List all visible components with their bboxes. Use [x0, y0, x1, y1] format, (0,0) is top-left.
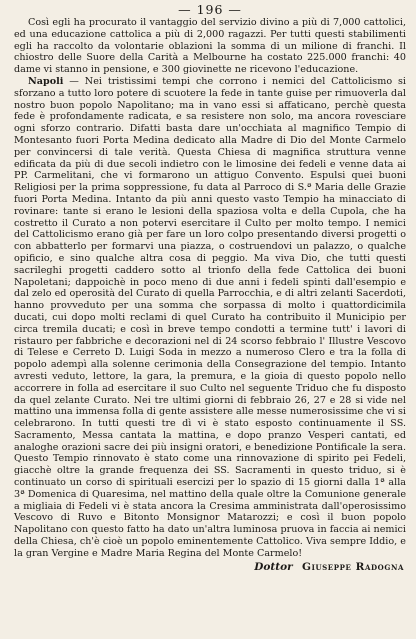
author-signature: [14, 561, 406, 574]
author-name: Giuseppe Radogna: [302, 560, 404, 573]
page-number: — 196 —: [178, 2, 242, 17]
section-city-heading: Napoli: [28, 75, 64, 87]
intro-paragraph: [14, 17, 406, 76]
naples-paragraph: [14, 76, 406, 560]
author-title: Dottor: [254, 560, 293, 573]
naples-paragraph-text: — Nei tristissimi tempi che corrono i nemici del Cattolicismo si sforzano a tutto loro potere di scuotere la fede in tante guise per rimuoverla dal nostro buon popolo Napolitano; ma in vano essi si affaticano, perchè questa fede è profondamente radicata, e sa resistere non solo, ma ancora rovesciare ogni sforzo contrario. Difatti basta dare un'occhiata al magnifico Tempio di Montesanto fuori Porta Medina dedicato alla Madre di Dio del Monte Carmelo per convincersi di tale verità. Questa Chiesa di magnifica struttura venne edificata da più di due secoli indietro con le limosine dei fedeli e venne data ai PP. Carmelitani, che vi formarono un attiguo Convento. Espulsi quei buoni Religiosi per la prima soppressione, fu data al Parroco di S.ª Maria delle Grazie fuori Porta Medina. Intanto da più anni questo vasto Tempio ha minacciato di rovinare: tante si erano le lesioni della spaziosa volta e della Cupola, che ha costretto il Curato a non potervi esercitare il Culto per molto tempo. I nemici del Cattolicismo erano già per fare un loro colpo presentando diversi progetti o con abbatterlo per formarvi una piazza, o costruendovi un palazzo, o qualche opificio, e sino qualche altra cosa di peggio. Ma viva Dio, che tutti questi sacrileghi progetti caddero sotto al trionfo della fede Cattolica dei buoni Napoletani; dappoichè in poco meno di due anni i fedeli spinti dall'esempio e dal zelo ed operosità del Curato di quella Parrocchia, e di altri zelanti Sacerdoti, hanno provveduto per una somma che sorpassa di molto i quattordicimila ducati, cui dopo molti reclami di quel Curato ha contribuito il Municipio per circa tremila ducati; e così in breve tempo condotti a termine tutt' i lavori di ristauro per fabbriche e decorazioni nel di 24 scorso febbraio l' Illustre Vescovo di Telese e Cerreto D. Luigi Soda in mezzo a numeroso Clero e tra la folla di popolo adempì alla solenne cerimonia della Consegrazione del tempio. Intanto avresti veduto, lettore, la gara, la premura, e la gioia di questo popolo nello accorrere in folla ad esercitare il suo Culto nel seguente Triduo che fu disposto da quel zelante Curato. Nei tre ultimi giorni di febbraio 26, 27 e 28 si vide nel mattino una immensa folla di gente assistere alle messe numerosissime che vi si celebrarono. In tutti questi tre dì vi è stato esposto continuamente il SS. Sacramento, Messa cantata la mattina, e dopo pranzo Vesperi cantati, ed analoghe orazioni sacre dei più insigni oratori, e benedizione Pontificale la sera. Questo Tempio rinnovato è stato come una rinnovazione di spirito pei Fedeli, giacchè oltre la grande frequenza dei SS. Sacramenti in questo triduo, si è continuato un corso di spirituali esercizi per lo spazio di 15 giorni dalla 1ª alla 3ª Domenica di Quaresima, nel mattino della quale oltre la Comunione generale a migliaia di Fedeli vi è stata ancora la Cresima amministrata dall'operosissimo Vescovo di Ruvo e Bitonto Monsignor Matarozzi; e così il buon popolo Napolitano con questo fatto ha dato un'altra luminosa pruova in faccia ai nemici della Chiesa, ch'è cioè un popolo eminentemente Cattolico. Viva sempre Iddio, e la gran Vergine e Madre Maria Regina del Monte Carmelo!: [14, 75, 406, 559]
intro-paragraph-text: Così egli ha procurato il vantaggio del servizio divino a più di 7,000 cattolici, ed una educazione cattolica a più di 2,000 ragazzi. Per tutti questi stabilimenti egli ha raccolto da volontarie oblazioni la somma di un milione di franchi. Il chiostro delle Suore della Carità a Melbourne ha costato 225.000 franchi: 40 dame vi stanno in pensione, e 300 giovinette ne ricevono l'educazione.: [14, 17, 406, 76]
